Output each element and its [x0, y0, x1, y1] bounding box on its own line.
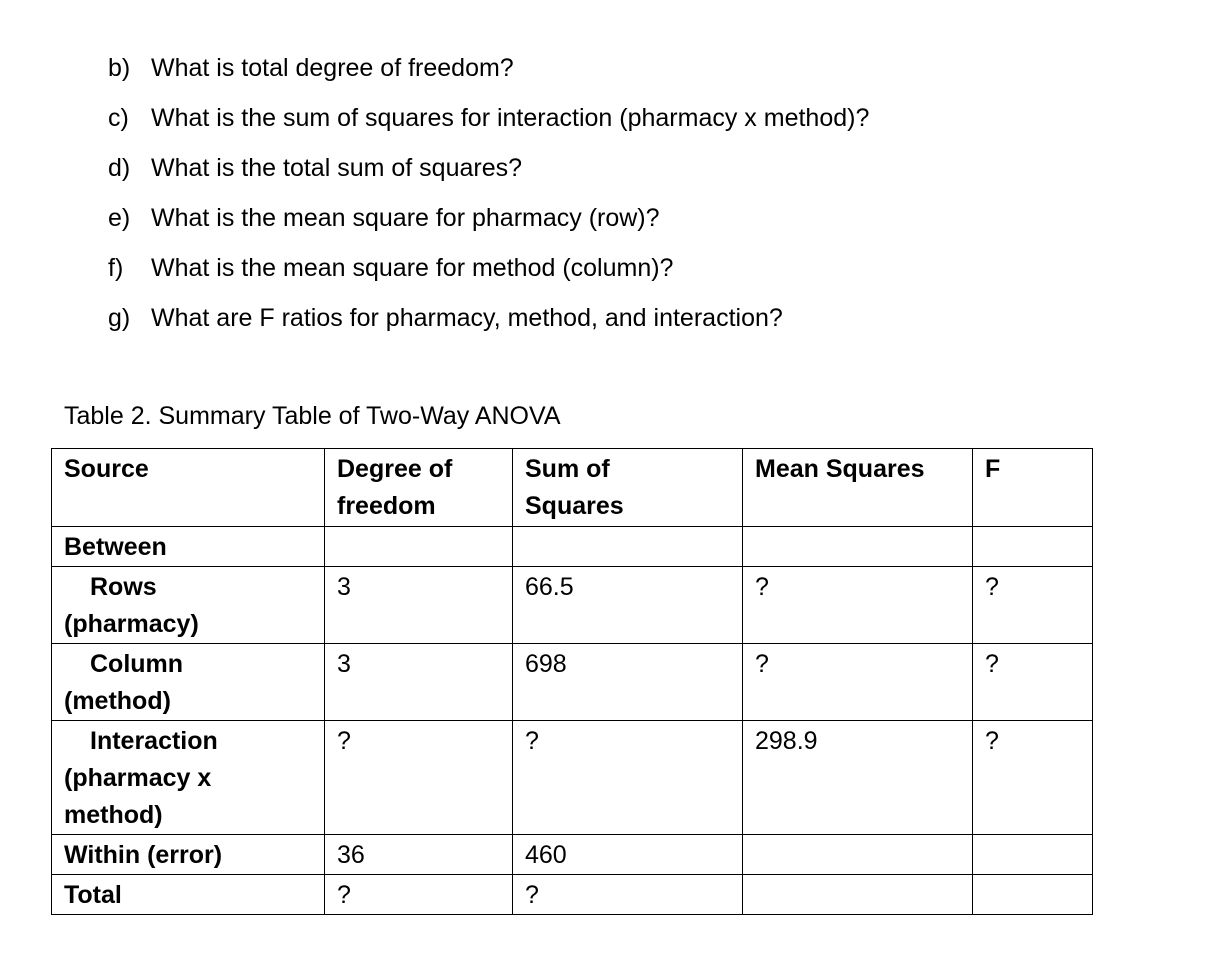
question-d [108, 146, 869, 196]
df-cell: ? [325, 875, 513, 915]
question-b [108, 46, 869, 96]
table-row-interaction [52, 721, 1093, 835]
question-letter: f) [108, 254, 124, 282]
ss-cell: ? [513, 875, 743, 915]
question-text: What are F ratios for pharmacy, method, and interaction? [151, 304, 783, 332]
f-cell: ? [973, 567, 1093, 644]
source-cell: Column (method) [52, 644, 325, 721]
header-f: F [973, 449, 1093, 527]
df-cell: ? [325, 721, 513, 835]
question-letter: c) [108, 104, 129, 132]
source-cell: Rows (pharmacy) [52, 567, 325, 644]
ms-cell: ? [743, 567, 973, 644]
question-list [108, 46, 869, 346]
table-caption: Table 2. Summary Table of Two-Way ANOVA [64, 402, 561, 430]
df-cell: 3 [325, 567, 513, 644]
ss-cell: 698 [513, 644, 743, 721]
ss-cell: 66.5 [513, 567, 743, 644]
f-cell [973, 875, 1093, 915]
ss-cell: 460 [513, 835, 743, 875]
header-sum-of-squares: Sum of Squares [513, 449, 743, 527]
anova-summary-table [51, 448, 1093, 915]
f-cell [973, 527, 1093, 567]
source-cell: Total [52, 875, 325, 915]
question-text: What is the mean square for method (column)? [151, 254, 674, 282]
ms-cell [743, 527, 973, 567]
question-text: What is total degree of freedom? [151, 54, 514, 82]
df-cell: 36 [325, 835, 513, 875]
ss-cell: ? [513, 721, 743, 835]
header-degree-of-freedom: Degree of freedom [325, 449, 513, 527]
table-row-within-error [52, 835, 1093, 875]
source-cell: Within (error) [52, 835, 325, 875]
header-source: Source [52, 449, 325, 527]
ms-cell [743, 835, 973, 875]
question-g [108, 296, 869, 346]
question-text: What is the sum of squares for interaction (pharmacy x method)? [151, 104, 870, 132]
f-cell: ? [973, 721, 1093, 835]
question-f [108, 246, 869, 296]
table-row-rows-pharmacy [52, 567, 1093, 644]
question-text: What is the total sum of squares? [151, 154, 523, 182]
df-cell: 3 [325, 644, 513, 721]
ms-cell: 298.9 [743, 721, 973, 835]
source-cell: Interaction (pharmacy x method) [52, 721, 325, 835]
f-cell [973, 835, 1093, 875]
question-e [108, 196, 869, 246]
table-row-total [52, 875, 1093, 915]
question-letter: b) [108, 54, 131, 82]
df-cell [325, 527, 513, 567]
question-letter: e) [108, 204, 131, 232]
source-cell: Between [52, 527, 325, 567]
question-text: What is the mean square for pharmacy (row)? [151, 204, 660, 232]
ss-cell [513, 527, 743, 567]
ms-cell [743, 875, 973, 915]
table-row-column-method [52, 644, 1093, 721]
question-c [108, 96, 869, 146]
question-letter: g) [108, 304, 131, 332]
table-row-between [52, 527, 1093, 567]
f-cell: ? [973, 644, 1093, 721]
ms-cell: ? [743, 644, 973, 721]
table-header-row [52, 449, 1093, 527]
question-letter: d) [108, 154, 131, 182]
header-mean-squares: Mean Squares [743, 449, 973, 527]
